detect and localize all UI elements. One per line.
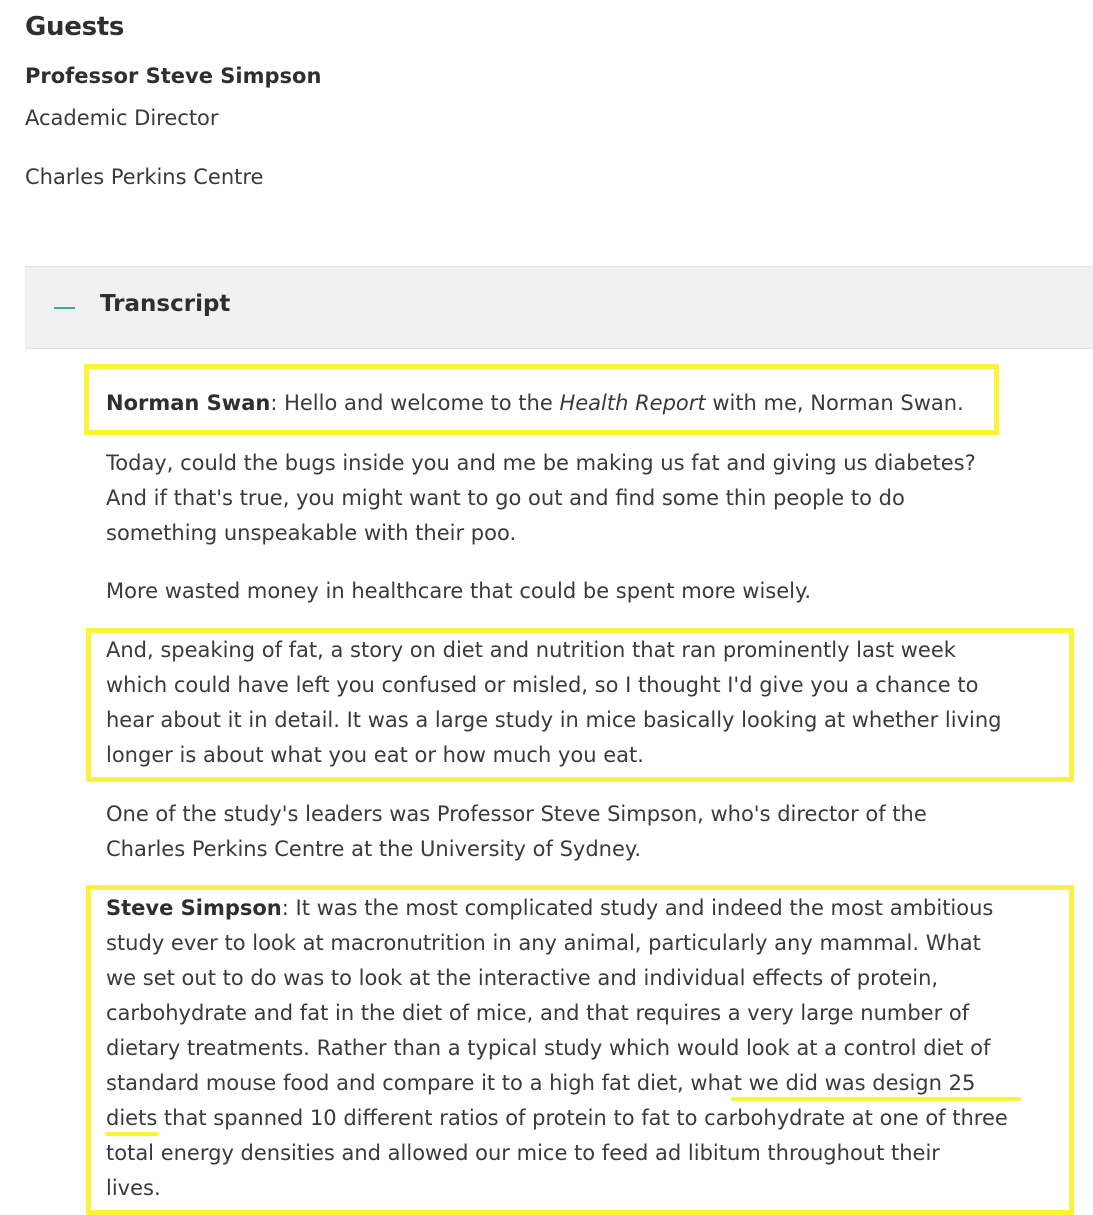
paragraph-line: More wasted money in healthcare that could be spent more wisely.	[106, 579, 812, 603]
program-title: Health Report	[559, 391, 706, 415]
highlight-underline	[105, 1132, 159, 1136]
guests-heading: Guests	[25, 12, 125, 42]
guest-role: Academic Director	[25, 106, 219, 130]
transcript-paragraph	[106, 797, 1066, 867]
paragraph-text: with me, Norman Swan.	[705, 391, 964, 415]
paragraph-line: which could have left you confused or misled, so I thought I'd give you a chance to	[106, 673, 979, 697]
paragraph-line: study ever to look at macronutrition in any animal, particularly any mammal. What	[106, 931, 981, 955]
paragraph-text: : It was the most complicated study and indeed the most ambitious	[281, 896, 994, 920]
paragraph-line: total energy densities and allowed our mice to feed ad libitum throughout their	[106, 1141, 940, 1165]
transcript-paragraph	[106, 633, 1066, 773]
paragraph-line: One of the study's leaders was Professor Steve Simpson, who's director of the	[106, 802, 927, 826]
paragraph-line: something unspeakable with their poo.	[106, 521, 517, 545]
paragraph-line: lives.	[106, 1176, 161, 1200]
paragraph-text: : Hello and welcome to the	[270, 391, 560, 415]
paragraph-line: carbohydrate and fat in the diet of mice, and that requires a very large number of	[106, 1001, 970, 1025]
paragraph-line: Charles Perkins Centre at the University of Sydney.	[106, 837, 641, 861]
transcript-toggle[interactable]	[25, 266, 1093, 349]
paragraph-line: standard mouse food and compare it to a high fat diet, what we did was design 25	[106, 1071, 976, 1095]
transcript-paragraph	[106, 386, 1066, 421]
transcript-paragraph	[106, 891, 1066, 1206]
paragraph-line: And, speaking of fat, a story on diet and nutrition that ran prominently last week	[106, 638, 956, 662]
paragraph-line	[106, 891, 1066, 926]
speaker-name: Steve Simpson	[106, 896, 282, 920]
paragraph-line: hear about it in detail. It was a large study in mice basically looking at whether living	[106, 708, 1002, 732]
guest-organisation: Charles Perkins Centre	[25, 165, 264, 189]
paragraph-line: we set out to do was to look at the interactive and individual effects of protein,	[106, 966, 939, 990]
paragraph-line: dietary treatments. Rather than a typical study which would look at a control diet of	[106, 1036, 991, 1060]
highlight-underline	[731, 1097, 1021, 1101]
paragraph-line: diets that spanned 10 different ratios of protein to fat to carbohydrate at one of three	[106, 1106, 1008, 1130]
speaker-name: Norman Swan	[106, 391, 271, 415]
transcript-title[interactable]: Transcript	[100, 291, 231, 317]
paragraph-line: longer is about what you eat or how much you eat.	[106, 743, 644, 767]
transcript-paragraph	[106, 446, 1066, 551]
guest-name: Professor Steve Simpson	[25, 64, 322, 88]
minus-icon[interactable]	[54, 307, 75, 309]
transcript-paragraph	[106, 574, 1066, 609]
paragraph-line: And if that's true, you might want to go out and find some thin people to do	[106, 486, 905, 510]
paragraph-line: Today, could the bugs inside you and me be making us fat and giving us diabetes?	[106, 451, 976, 475]
